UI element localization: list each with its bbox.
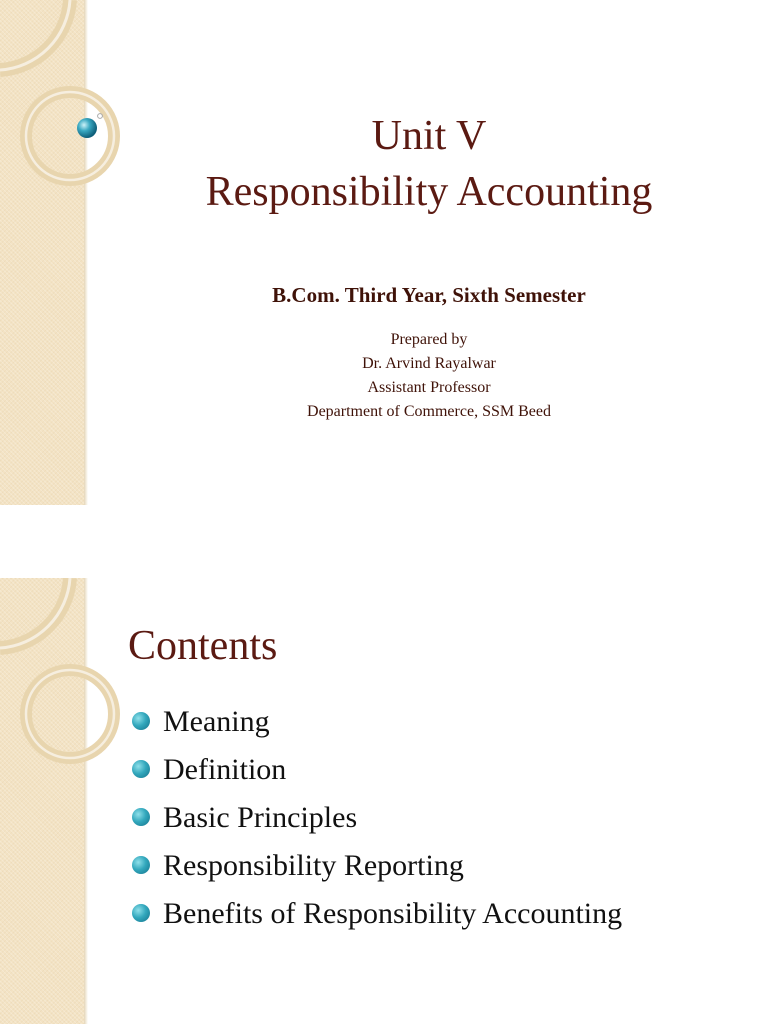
- list-item-label: Definition: [163, 753, 287, 786]
- author-block: [90, 328, 768, 424]
- slide-title: [90, 108, 768, 220]
- author-position: Assistant Professor: [367, 379, 491, 396]
- list-item: [132, 842, 622, 890]
- author-name: Dr. Arvind Rayalwar: [362, 355, 496, 372]
- slide-gap: [0, 505, 768, 578]
- bullet-dot-icon: [132, 808, 150, 826]
- list-item: [132, 698, 622, 746]
- list-item-label: Responsibility Reporting: [163, 849, 464, 882]
- list-item: [132, 746, 622, 794]
- bullet-dot-icon: [132, 760, 150, 778]
- author-department: Department of Commerce, SSM Beed: [307, 403, 551, 420]
- title-line-1: Unit V: [371, 113, 487, 159]
- list-item-label: Meaning: [163, 705, 270, 738]
- contents-slide: [0, 578, 768, 1024]
- prepared-by-label: Prepared by: [390, 331, 468, 348]
- list-item-label: Basic Principles: [163, 801, 358, 834]
- bullet-dot-icon: [132, 856, 150, 874]
- title-slide: [0, 0, 768, 505]
- bullet-dot-icon: [132, 712, 150, 730]
- slide-subtitle: B.Com. Third Year, Sixth Semester: [272, 283, 586, 307]
- list-item: [132, 794, 622, 842]
- list-item-label: Benefits of Responsibility Accounting: [163, 897, 623, 930]
- title-line-2: Responsibility Accounting: [205, 169, 653, 215]
- contents-list: [132, 698, 622, 938]
- ring-ornament-icon: [0, 578, 130, 838]
- bullet-dot-icon: [132, 904, 150, 922]
- contents-title: Contents: [128, 623, 278, 669]
- list-item: [132, 890, 622, 938]
